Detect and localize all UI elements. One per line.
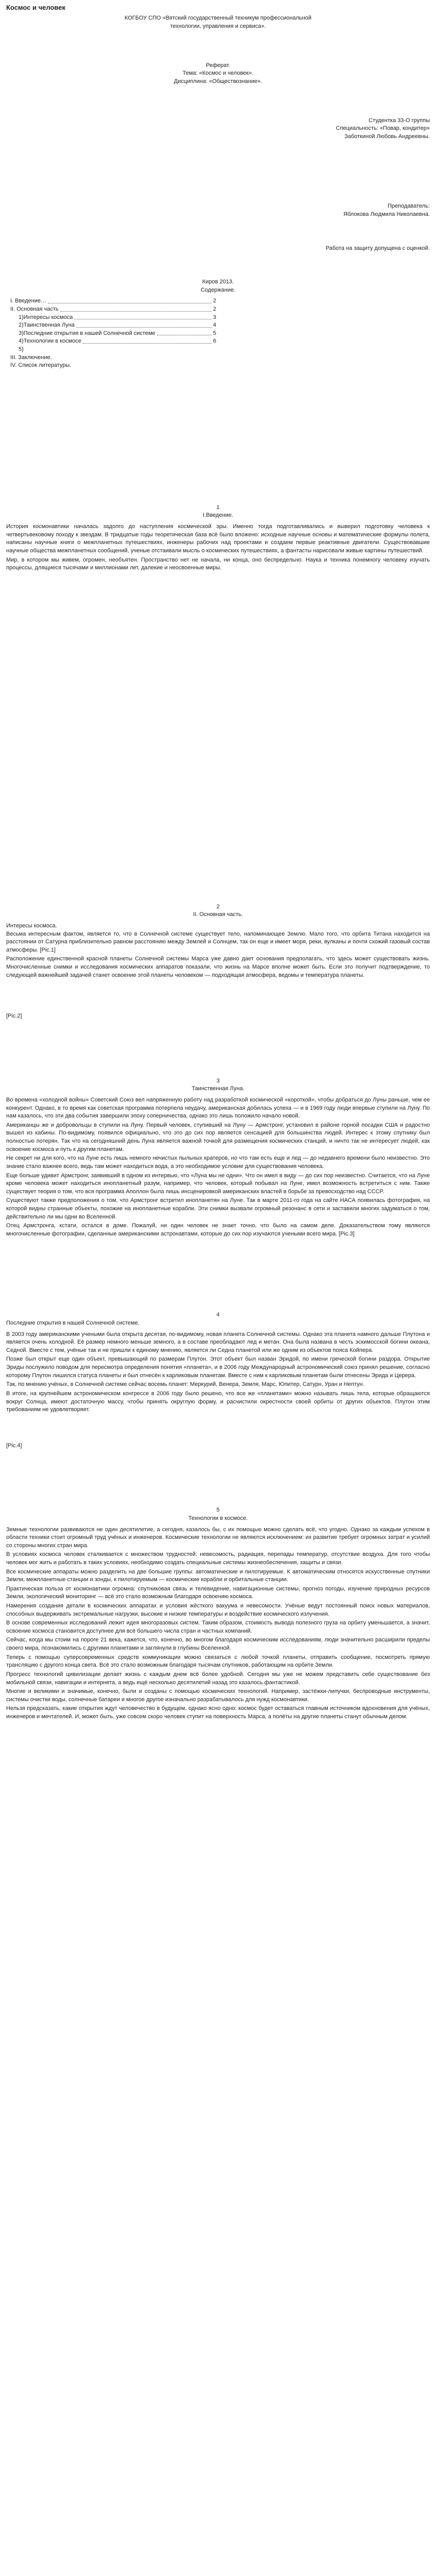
page-number: 4 [216,1312,220,1318]
toc-item[interactable]: I. Введение… 2 [10,298,216,304]
tech-paragraph: В условиях космоса человек сталкивается с множеством трудностей: невесомость, радиация, перепады температур, отсутствие воздуха. Для того чтобы человек мог жить и работать в таких условиях, необходимо создать специальные системы жизнеобеспечения, защиты и связи. [6,1551,430,1566]
city-year: Киров 2013. [202,279,234,285]
tech-paragraph: Практическая польза от космонавтики огромна: спутниковая связь и телевидение, навигационные системы, прогноз погоды, изучение природных ресурсов Земли, экологический мониторинг — всё это стало возможным благодаря освоению космоса. [6,1585,430,1600]
toc-item[interactable]: II. Основная часть 2 [10,306,216,312]
moon-paragraph: Существуют также предположения о том, что Армстронг встретил инопланетян на Луне. Так в марте 2011-го года на сайте НАСА появилась фотография, на которой видны странные объекты, похожие на инопланетные корабли. Эти снимки вызвали огромный резонанс в сети и заставили многих задуматься о том, действительно ли мы одни во Вселенной. [6,1197,430,1220]
intro-paragraph: История космонавтики началась задолго до наступления космической эры. Именно тогда подготавливались и выверил подготовку человека к четвертьвековому походу к звездам. В тридцатые годы теоретическая база всё было вложено: исходные научные основы и математические формулы полета, написаны научные книги о межпланетных путешествиях, инженеры рабочих над проектами и создаем первые реактивные двигатели. Существовавшие научные общества межпланетных сообщений, ученые отстаивали мысль о космических путешествиях, а фантасты нарисовали живые картины путешествий. [6,523,430,554]
org-line-1: КОГБОУ СПО «Вятский государственный техникум профессиональной [124,15,312,22]
moon-paragraph: Не секрет ни для кого, что на Луне есть лишь немного нечистых пыльных кратеров, но что там есть еще и лед — до недавнего времени было неизвестно. Это знание стало важнее всего, ведь там может находиться вода, а это необходимое условие для существования человека. [6,1155,430,1170]
tech-paragraph: В основе современных исследований лежит идея многоразовых систем. Таким образом, стоимость вывода полезного груза на орбиту уменьшается, а значит, освоение космоса становится доступнее для всё большего числа стран и частных компаний. [6,1620,430,1634]
toc-title: Содержание. [200,286,236,293]
table-of-contents [6,297,430,369]
discoveries-paragraph: В 2003 году американскими учеными была открыта десятая, по-видимому, новая планета Солнечной системы. Однако эта планета намного дальше Плутона и является очень холодной. Её размер немного меньше земного, а в составе преобладают лед и метан. Она была названа в честь эскимосской богини океана, Седной. Вместе с тем, учёные так и не пришли к единому мнению, является ли Седна планетой или же одним из объектов пояса Койпера. [6,1331,430,1353]
tech-paragraph: Прогресс технологий цивилизации делает жизнь с каждым днем всё более удобной. Сегодня мы уже не можем представить себе существование без мобильной связи, навигации и интернета, а ведь ещё несколько десятилетий назад это казалось фантастикой. [6,1671,430,1686]
tech-paragraph: Теперь с помощью суперсовременных средств коммуникации можно связаться с любой точкой планеты, отправить сообщение, посмотреть прямую трансляцию с другого конца света. Всё это стало возможным благодаря тысячам спутников, работающим на орбите Земли. [6,1654,430,1669]
picture-reference: [Pic.4] [6,1442,22,1449]
tech-paragraph: Все космические аппараты можно разделить на две большие группы: автоматические и пилотируемые. К автоматическим относятся искусственные спутники Земли, межпланетные станции и зонды, к пилотируемым — космические корабли и орбитальные станции. [6,1568,430,1583]
admission-note: Работа на защиту допущена с оценкой. [325,245,430,251]
org-line-2: технологии, управления и сервиса». [170,23,266,30]
picture-reference: [Pic.2] [6,1013,22,1020]
tech-title: Технологии в космосе. [188,1515,248,1521]
cover-subject: Дисциплина: «Обществознание». [173,78,263,84]
tech-paragraph: Намерения создания детали в космических аппаратах и условия жёсткого вакуума и невесомости. Учёные ведут постоянный поиск новых материалов, способных выдерживать экстремальные нагрузки, высокие и низкие температуры и воздействие космического излучения. [6,1603,430,1617]
toc-item[interactable]: III. Заключение. [10,354,52,361]
tech-paragraph: Земные технологии развиваются не один десятилетие, а сегодня, казалось бы, с их помощью можно сделать всё, что угодно. Однако за каждым успехом в области техники стоит огромный труд учёных и инженеров. Космические технологии не являются исключением: их развитие требует огромных затрат и усилий со стороны многих стран мира. [6,1526,430,1549]
moon-paragraph: Во времена «холодной войны» Советский Союз вел напряженную работу над разработкой космической «короткой», чтобы добраться до Луны раньше, чем ее конкурент. Однако, в то время как советская программа потерпела неудачу, американская добилась успеха — и в 1969 году люди впервые ступили на Луну. По нам казалось, что эти два события завершили эпоху соперничества, однако это лишь положило начало новой. [6,1097,430,1120]
document-page [0,3,436,2576]
moon-title: Таинственная Луна. [191,1086,245,1092]
toc-item[interactable]: 3)Последние открытия в нашей Солнечной системе 5 [19,330,216,336]
main-paragraph: Весьма интересным фактом, является то, что в Солнечной системе существует тело, напоминающее Землю. Мало того, что орбита Титана находится на расстоянии от Сатурна приблизительно равном расстоянию между Землей и Солнцем, так он еще и имеет моря, реки, вулканы и почти схожий газовый состав атмосферы. [Pic.1] [6,930,430,953]
cover-theme: Тема: «Космос и человек». [182,70,254,77]
cover-genre: Реферат. [205,62,230,69]
discoveries-paragraph: Позже был открыт еще один объект, превышающий по размерам Плутон. Этот объект был назван Эридой, по имени греческой богини раздора. Открытие Эриды послужило поводом для пересмотра определения понятия «планета», и в 2006 году Международный астрономический союз принял решение, согласно которому Плутон лишился статуса планеты и был отнесён к карликовым планетам. Вместе с ним к карликовым планетам были отнесены Эрида и Церера. [6,1356,430,1379]
toc-item[interactable]: IV. Список литературы. [10,362,72,369]
student-line-2: Специальность: «Повар, кондитер» [336,125,430,132]
discoveries-title: Последние открытия в нашей Солнечной системе. [6,1320,139,1327]
moon-paragraph: Американцы же и добровольцы в ступили на Луну. Первый человек, ступивший на Луну — Армстронг, установил в районе горной посадки США и радостно вышел из кабины. По-видимому, появился официально, что это до сих пор является сенсацией для большинства людей. Интерес к этому спутнику был полностью потерян. Так что на сегодняшний день Луна является важной точкой для размещения космических станций, и ничто так не интересует людей, как освоение космоса и путь к другим планетам. [6,1122,430,1153]
tech-paragraph: Многие и великими и значимые, конечно, были и созданы с помощью космических технологий. Например, застёжки-липучки, беспроводные инструменты, системы очистки воды, солнечные батареи и многое другое изначально разрабатывалось для нужд космонавтики. [6,1688,430,1703]
intro-paragraph: Мир, в котором мы живем, огромен, необъятен. Пространство нет не начала, ни конца, оно беспредельно. Наука и техника понемногу человеку изучать процессы, длящиеся тысячами и миллионами лет, далекие и неосвоенные миры. [6,556,430,571]
tech-paragraph: Сейчас, когда мы стоим на пороге 21 века, кажется, что, конечно, во многом благодаря космическим исследованиям, люди значительно расширили пределы своего мира, познакомились с другими планетами и заглянули в глубины Вселенной. [6,1637,430,1652]
toc-item[interactable]: 1)Интересы космоса 3 [19,314,216,320]
student-line-3: Заботкиной Любовь Андреевны. [344,133,430,140]
teacher-line-1: Преподаватель: [388,203,430,210]
page-number: 3 [216,1077,220,1084]
page-number: 2 [216,903,220,910]
student-line-1: Студентка 33-О группы [369,117,430,124]
page-number: 1 [216,504,220,511]
moon-paragraph: Еще больше удивит Армстронг, заявивший в одном из интервью, что «Луна мы не одни». Что он имел в виду — до сих пор неизвестно. Считается, что на Луне кроме человека может находиться инопланетный разум, например, что человек, который побывал на Луне, имел возможность встретиться с ним. Также существует теория о том, что вся программа Аполлон была лишь инсценировкой американских властей в борьбе за превосходство над СССР. [6,1172,430,1195]
discoveries-paragraph: Так, по мнению учёных, в Солнечной системе сейчас восемь планет: Меркурий, Венера, Земля, Марс, Юпитер, Сатурн, Уран и Нептун. [6,1381,364,1388]
moon-paragraph: Отец Армстронга, кстати, остался в доме. Пожалуй, ни один человек не знает точно, что было на самом деле. Доказательством тому являются многочисленные фотографии, сделанные американскими астронавтами, которые до сих пор изучаются учеными всего мира. [Pic.3] [6,1223,430,1237]
toc-item[interactable]: 4)Технологии в космосе 6 [19,338,216,345]
discoveries-paragraph: В итоге, на крупнейшем астрономическом конгрессе в 2006 году было решено, что все же «планетами» можно называть лишь тела, которые обращаются вокруг Солнца, имеют достаточную массу, чтобы принять округлую форму, и расчистили окрестности своей орбиты от других объектов. Плутон этим требованиям не удовлетворяет. [6,1390,430,1413]
page-number: 5 [216,1507,220,1514]
teacher-line-2: Яблокова Людмила Николаевна. [343,211,430,217]
toc-item[interactable]: 5) [19,346,24,353]
toc-item[interactable]: 2)Таинственная Луна 4 [19,322,216,329]
tech-paragraph: Нельзя предсказать, какие открытия ждут человечество в будущем, однако ясно одно: космос будет оставаться главным источником вдохновения для учёных, инженеров и мечтателей. И, может быть, уже совсем скоро человек ступит на поверхность Марса, а полёты на другие планеты станут обычным делом. [6,1705,430,1720]
intro-title: I.Введение. [203,512,233,519]
document-title: Космос и человек [6,4,65,11]
main-title: II. Основная часть. [193,911,243,918]
main-paragraph: Расположение единственной красной планеты Солнечной системы Марса уже давно дает основания предполагать, что здесь может существовать жизнь. Многочисленные снимки и исследования космических аппаратов показали, что жизнь на Марсе вполне может быть. Если это получит подтверждение, то следующей важнейшей задачей станет освоение этой планеты человеком — подходящая атмосфера, ведомы и температура планеты. [6,956,430,978]
main-subtitle: Интересы космоса. [6,922,57,929]
